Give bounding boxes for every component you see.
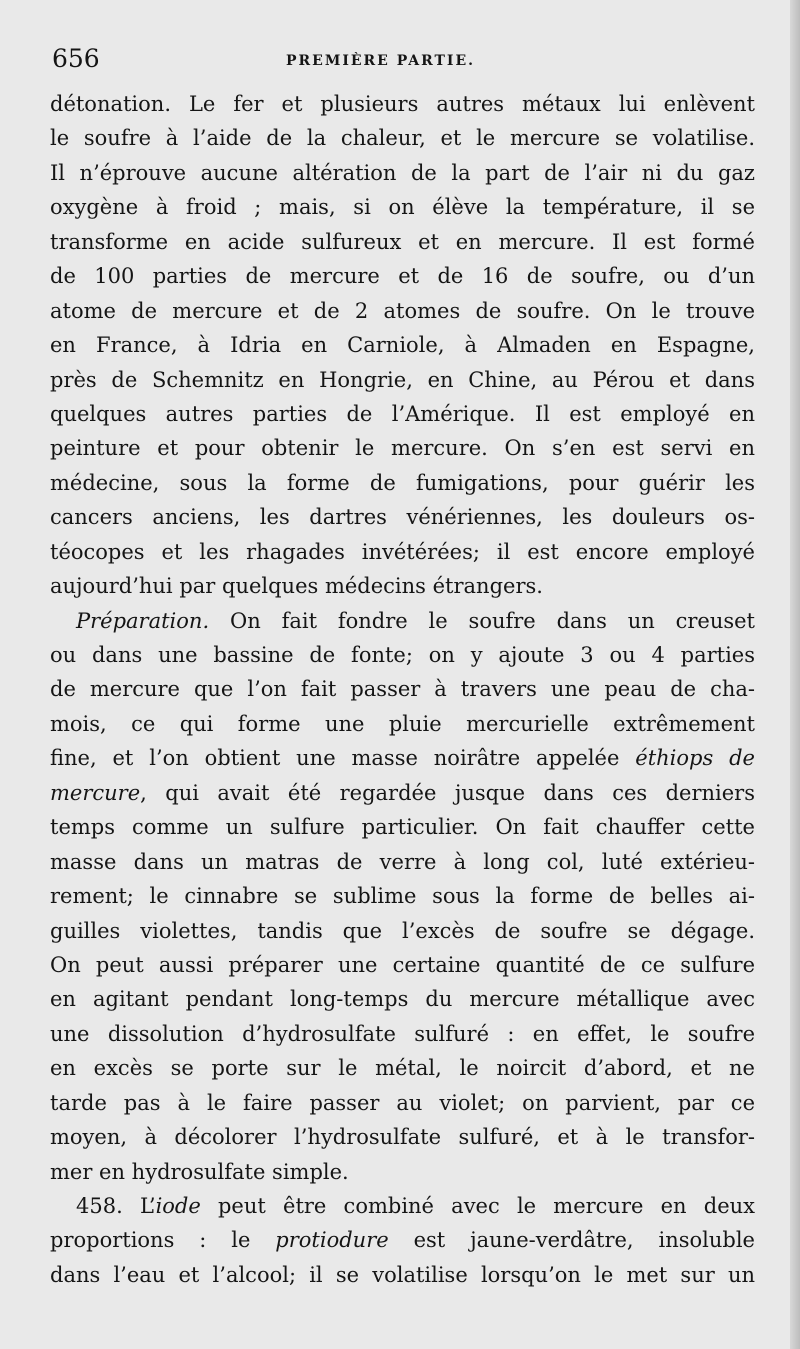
- running-head: PREMIÈRE PARTIE.: [286, 53, 476, 69]
- text-line: dans l’eau et l’alcool; il se volatilise lorsqu’on le met sur un: [50, 1262, 755, 1287]
- text-line: en excès se porte sur le métal, le noircit d’abord, et ne: [50, 1056, 755, 1081]
- page-number: 656: [52, 44, 100, 73]
- text-line: ou dans une bassine de fonte; on y ajoute 3 ou 4 parties: [50, 643, 755, 667]
- text-line: mois, ce qui forme une pluie mercurielle extrêmement: [50, 711, 755, 736]
- text-line: rement; le cinnabre se sublime sous la forme de belles ai-: [50, 884, 755, 909]
- text-line: tarde pas à le faire passer au violet; on parvient, par ce: [50, 1090, 755, 1115]
- text-line: atome de mercure et de 2 atomes de soufre. On le trouve: [50, 298, 755, 323]
- text-line: de mercure que l’on fait passer à travers une peau de cha-: [50, 677, 755, 702]
- italic-term: éthiops de: [635, 746, 755, 771]
- text-line: médecine, sous la forme de fumigations, pour guérir les: [50, 470, 755, 495]
- text-line: téocopes et les rhagades invétérées; il est encore employé: [50, 539, 755, 564]
- text-line: une dissolution d’hydrosulfate sulfuré : en effet, le soufre: [50, 1021, 755, 1046]
- body-text: [50, 87, 755, 1292]
- text-line: peinture et pour obtenir le mercure. On s’en est servi en: [50, 436, 755, 461]
- text-span: peut être combiné avec le mercure en deux: [200, 1194, 755, 1218]
- text-line: moyen, à décolorer l’hydrosulfate sulfuré, et à le transfor-: [50, 1125, 755, 1150]
- text-line: en France, à Idria en Carniole, à Almaden en Espagne,: [50, 333, 755, 358]
- page-header: [50, 44, 755, 78]
- italic-term: protiodure: [275, 1228, 389, 1253]
- text-line: [50, 776, 755, 810]
- text-span: On fait fondre le soufre dans un creuset: [209, 608, 755, 633]
- text-line: détonation. Le fer et plusieurs autres métaux lui enlèvent: [50, 92, 755, 116]
- text-span: , qui avait été regardée jusque dans ces derniers: [140, 780, 755, 805]
- text-line: aujourd’hui par quelques médecins étrangers.: [50, 574, 543, 599]
- text-line: guilles violettes, tandis que l’excès de soufre se dégage.: [50, 918, 755, 943]
- text-span: proportions : le: [50, 1228, 276, 1253]
- preparation-heading: Préparation.: [76, 608, 210, 633]
- text-line: de 100 parties de mercure et de 16 de soufre, ou d’un: [50, 264, 755, 289]
- paragraph-number: 458.: [76, 1194, 123, 1218]
- text-line: temps comme un sulfure particulier. On fait chauffer cette: [50, 815, 755, 840]
- page-edge: [790, 0, 800, 1349]
- text-line: cancers anciens, les dartres vénériennes, les douleurs os-: [50, 505, 755, 530]
- italic-term: mercure: [50, 780, 141, 805]
- text-line: On peut aussi préparer une certaine quantité de ce sulfure: [50, 952, 755, 977]
- text-line: oxygène à froid ; mais, si on élève la température, il se: [50, 195, 755, 220]
- text-span: fine, et l’on obtient une masse noirâtre appelée: [50, 746, 636, 771]
- preparation-line: [50, 604, 755, 638]
- italic-term: iode: [155, 1194, 201, 1218]
- text-line: le soufre à l’aide de la chaleur, et le mercure se volatilise.: [50, 126, 755, 151]
- iode-line: [50, 1189, 755, 1223]
- text-line: transforme en acide sulfureux et en mercure. Il est formé: [50, 229, 755, 254]
- text-line: [50, 1223, 755, 1257]
- text-line: masse dans un matras de verre à long col, luté extérieu-: [50, 849, 755, 874]
- text-line: près de Schemnitz en Hongrie, en Chine, au Pérou et dans: [50, 367, 755, 392]
- text-line: mer en hydrosulfate simple.: [50, 1159, 349, 1184]
- text-span: est jaune-verdâtre, insoluble: [388, 1228, 755, 1253]
- text-line: en agitant pendant long-temps du mercure métallique avec: [50, 987, 755, 1012]
- text-line: quelques autres parties de l’Amérique. Il est employé en: [50, 401, 755, 426]
- text-span: L’: [122, 1194, 156, 1218]
- text-line: Il n’éprouve aucune altération de la part de l’air ni du gaz: [50, 160, 755, 185]
- text-line: [50, 741, 755, 775]
